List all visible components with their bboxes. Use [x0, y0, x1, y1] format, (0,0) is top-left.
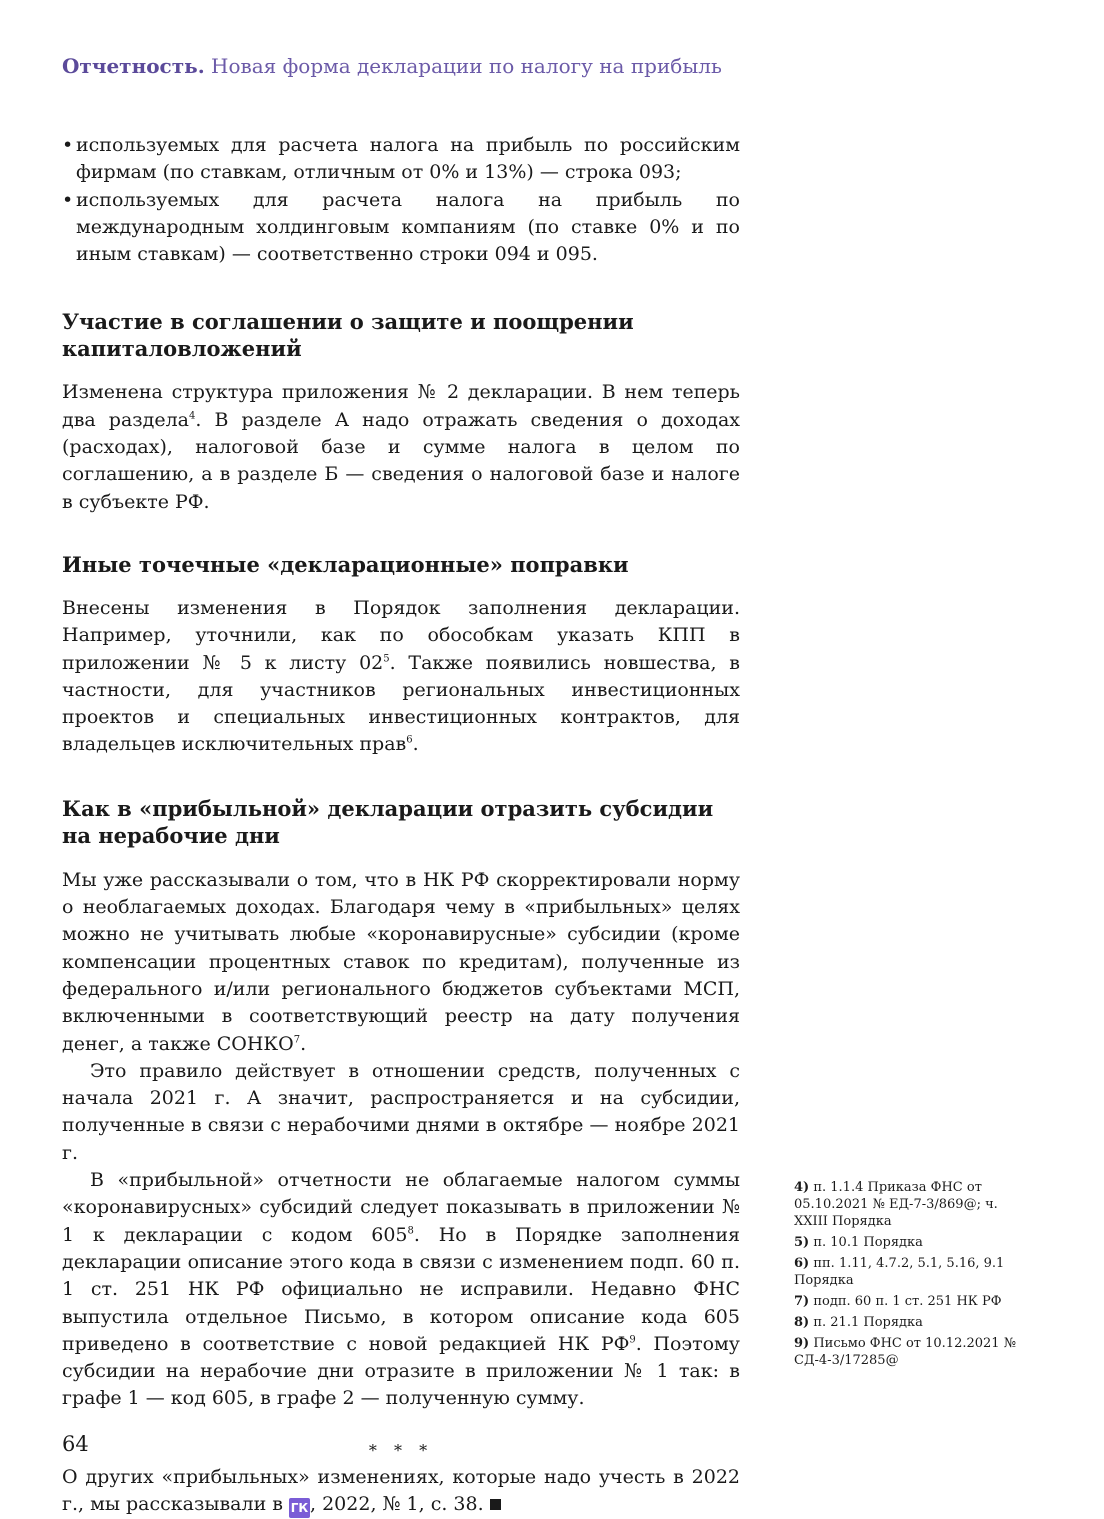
paragraph: В «прибыльной» отчетности не облагаемые налогом суммы «коронавирусных» субсидий следует показывать в приложении № 1 к декларации с кодом $605^8$. Но в Порядке заполнения декларации описание этого кода в связи с изменением подп. 60 п. 1 ст. 251 НК РФ официально не исправили. Недавно ФНС выпустила отдельное Письмо, в котором описание кода 605 приведено в соответствие с новой редакцией НК $РФ^9$. Поэтому субсидии на нерабочие дни отразите в приложении № 1 так: в графе 1 — код 605, в графе 2 — полученную сумму. — [62, 1169, 740, 1410]
footnote-ref[interactable]: 5 — [383, 653, 390, 665]
section-separator: * * * — [368, 1440, 434, 1460]
footnote-ref[interactable]: 7 — [293, 1034, 301, 1046]
paragraph: Это правило действует в отношении средств, полученных с начала 2021 г. А значит, распространяется и на субсидии, полученные в связи с нерабочими днями в октябре — ноябре 2021 г. — [62, 1059, 740, 1164]
footnote: 5) п. 10.1 Порядка — [794, 1235, 923, 1250]
header-title: Новая форма декларации по налогу на прибыль — [211, 54, 722, 78]
section-heading-amendments: Иные точечные «декларационные» поправки — [62, 551, 629, 577]
bullet-item: • используемых для расчета налога на прибыль по международным холдинговым компаниям (по ставке 0% и по иным ставкам) — соответственно строки 094 и 095. — [62, 187, 740, 269]
running-header — [62, 54, 722, 78]
closing-paragraph: О других «прибыльных» изменениях, которые надо учесть в 2022 г., мы рассказывали в ГК, 2022, № 1, с. 38. — [62, 1464, 740, 1519]
page-number: 64 — [62, 1432, 89, 1456]
header-section: Отчетность. — [62, 54, 205, 78]
paragraph: Внесены изменения в Порядок заполнения декларации. Например, уточнили, как по обособкам указать КПП в приложении № 5 к листу $02^5$. Также появились новшества, в частности, для участников региональных инвестиционных проектов и специальных инвестиционных контрактов, для владельцев исключительных прав$^6$. — [62, 596, 740, 756]
footnote: 8) п. 21.1 Порядка — [794, 1315, 923, 1330]
bullet-item: • используемых для расчета налога на прибыль по российским фирмам (по ставкам, отличным от 0% и 13%) — строка 093; — [62, 132, 740, 187]
paragraph: Изменена структура приложения № 2 декларации. В нем теперь два раздела$^4$. В разделе А надо отражать сведения о доходах (расходах), налоговой базе и сумме налога в целом по соглашению, а в разделе Б — сведения о налоговой базе и налоге в субъекте РФ. — [62, 381, 740, 513]
footnote-ref[interactable]: 4 — [189, 410, 196, 422]
footnote: 4) п. 1.1.4 Приказа ФНС от 05.10.2021 № ЕД-7-3/869@; ч. XXIII Порядка — [794, 1180, 998, 1229]
footnote-ref[interactable]: 9 — [629, 1334, 636, 1346]
magazine-logo-icon[interactable]: ГК — [289, 1498, 310, 1518]
footnote-ref[interactable]: 6 — [406, 735, 413, 747]
bullet-list — [62, 132, 740, 268]
article-body — [62, 132, 740, 1519]
footnotes — [794, 1179, 1024, 1373]
paragraph: Мы уже рассказывали о том, что в НК РФ скорректировали норму о необлагаемых доходах. Благодаря чему в «прибыльных» целях можно не учитывать любые «коронавирусные» субсидии (кроме компенсации процентных ставок по кредитам), полученные из федерального и/или регионального бюджетов субъектами МСП, включенными в соответствующий реестр на дату получения денег, а также СОНКО$^7$. — [62, 868, 740, 1055]
footnote: 9) Письмо ФНС от 10.12.2021 № СД-4-3/17285@ — [794, 1336, 1016, 1368]
section-heading-investment: Участие в соглашении о защите и поощрении капиталовложений — [62, 309, 634, 362]
section-heading-subsidies: Как в «прибыльной» декларации отразить субсидии на нерабочие дни — [62, 795, 714, 848]
footnote: 7) подп. 60 п. 1 ст. 251 НК РФ — [794, 1294, 1002, 1309]
end-of-article-icon — [490, 1499, 501, 1510]
footnote-ref[interactable]: 8 — [407, 1225, 414, 1237]
footnote: 6) пп. 1.11, 4.7.2, 5.1, 5.16, 9.1 Порядка — [794, 1256, 1005, 1288]
